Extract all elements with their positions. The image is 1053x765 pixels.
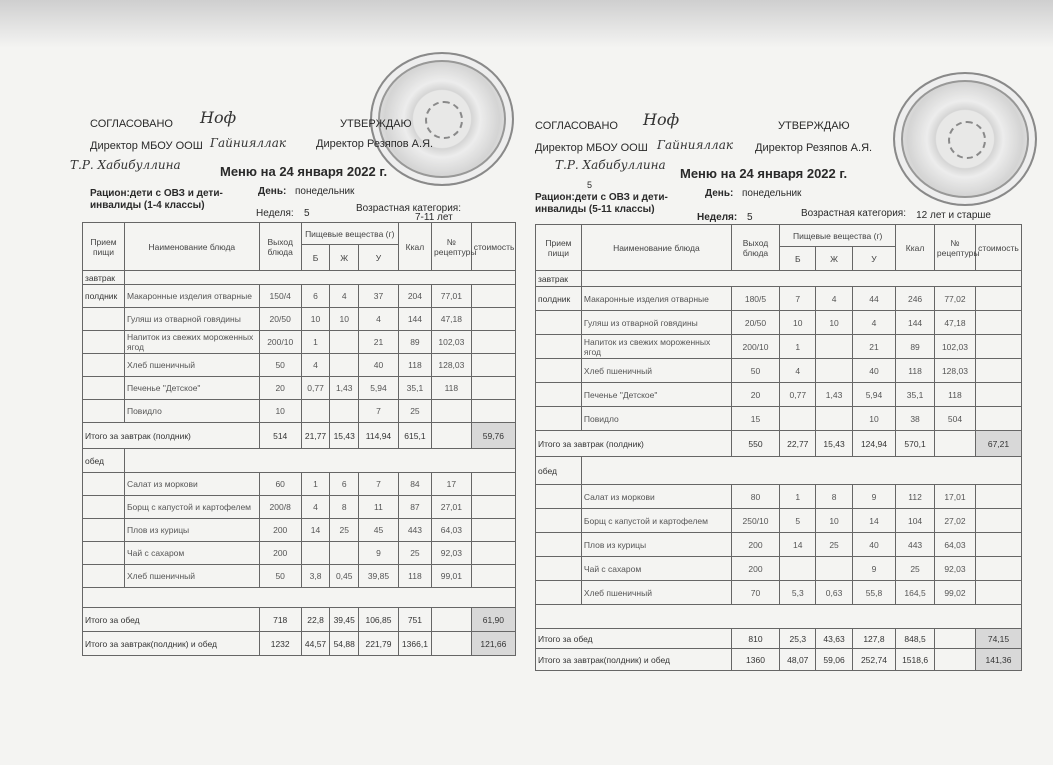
meal-cell [536,581,582,605]
dish-fat [816,335,852,359]
dish-name: Борщ с капустой и картофелем [581,509,731,533]
dish-name: Макаронные изделия отварные [124,285,259,308]
dish-kcal: 89 [398,331,431,354]
dish-cost [976,311,1022,335]
table-row [83,519,516,542]
dish-cost [471,565,515,588]
emblem-icon [425,101,463,139]
dish-protein: 3,8 [301,565,330,588]
dish-yield: 10 [259,400,301,423]
meal-cell [83,308,125,331]
director-school-signature: Гайнияллак [657,138,734,152]
dish-protein: 1 [301,331,330,354]
meal-cell [83,400,125,423]
col-dish: Наименование блюда [124,223,259,271]
table-row [83,331,516,354]
col-recipe: № рецептуры [431,223,471,271]
agreed-signature: Ноф [200,108,237,127]
dish-carbs: 45 [359,519,399,542]
dish-cost [976,335,1022,359]
dish-protein: 10 [301,308,330,331]
lunch-items [83,473,516,588]
dish-protein [301,400,330,423]
dish-name: Плов из курицы [124,519,259,542]
dish-kcal: 204 [398,285,431,308]
dish-fat: 1,43 [816,383,852,407]
dish-recipe: 77,01 [431,285,471,308]
dish-name: Повидло [581,407,731,431]
grand-total-row: Итого за завтрак(полдник) и обед 1232 44,57 54,88 221,79 1366,1 121,66 [83,632,516,656]
dish-recipe: 27,02 [934,509,975,533]
dish-recipe: 92,03 [431,542,471,565]
table-row [83,285,516,308]
day-label: День: [258,186,287,197]
dish-recipe: 47,18 [431,308,471,331]
agreed-label: СОГЛАСОВАНО [535,120,618,132]
menu-page-grades-5-11 [525,0,1025,765]
dish-kcal: 104 [896,509,935,533]
dish-kcal: 118 [398,565,431,588]
dish-carbs: 5,94 [852,383,896,407]
dish-recipe: 102,03 [431,331,471,354]
director-school-signature: Гайнияллак [210,136,287,150]
table-row [83,400,516,423]
menu-title: Меню на 24 января 2022 г. [680,166,848,181]
dish-fat: 8 [816,485,852,509]
dish-carbs: 44 [852,287,896,311]
dish-recipe: 99,01 [431,565,471,588]
dish-fat: 4 [816,287,852,311]
dish-protein: 1 [301,473,330,496]
col-u: У [359,245,399,271]
lunch-total-row: Итого за обед 810 25,3 43,63 127,8 848,5 74,15 [536,629,1022,649]
meal-cell [83,519,125,542]
dish-protein: 0,77 [301,377,330,400]
week-label: Неделя: [256,208,294,219]
dish-kcal: 35,1 [398,377,431,400]
col-cost: стоимость [976,225,1022,271]
menu-title: Меню на 24 января 2022 г. [220,164,388,179]
menu-table [535,224,1022,671]
dish-carbs: 10 [852,407,896,431]
dish-carbs: 40 [359,354,399,377]
dish-yield: 180/5 [731,287,779,311]
dish-cost [471,308,515,331]
table-row [83,377,516,400]
table-row [536,383,1022,407]
dish-protein: 7 [780,287,816,311]
col-meal: Прием пищи [83,223,125,271]
dish-recipe: 92,03 [934,557,975,581]
dish-protein: 14 [780,533,816,557]
dish-carbs: 9 [852,485,896,509]
dish-kcal: 112 [896,485,935,509]
dish-recipe: 17,01 [934,485,975,509]
dish-cost [976,359,1022,383]
page-mark: 5 [587,180,593,190]
table-row [536,485,1022,509]
dish-cost [976,509,1022,533]
col-nutrients: Пищевые вещества (г) [301,223,398,245]
dish-cost [976,533,1022,557]
dish-yield: 200/10 [259,331,301,354]
dish-protein: 14 [301,519,330,542]
dish-name: Хлеб пшеничный [124,354,259,377]
col-zh: Ж [816,247,852,271]
dish-cost [471,285,515,308]
dish-cost [471,377,515,400]
col-recipe: № рецептуры [934,225,975,271]
dish-name: Хлеб пшеничный [581,581,731,605]
meal-cell [83,473,125,496]
col-b: Б [301,245,330,271]
breakfast-total-row: Итого за завтрак (полдник) 514 21,77 15,43 114,94 615,1 59,76 [83,423,516,449]
dish-kcal: 144 [398,308,431,331]
dish-carbs: 9 [852,557,896,581]
table-row [536,509,1022,533]
dish-recipe: 118 [431,377,471,400]
dish-name: Салат из моркови [581,485,731,509]
dish-yield: 80 [731,485,779,509]
dish-kcal: 25 [398,400,431,423]
dish-kcal: 25 [398,542,431,565]
round-seal-stamp [893,72,1037,206]
dish-cost [471,496,515,519]
meal-cell [83,354,125,377]
meal-cell: полдник [536,287,582,311]
day-value: понедельник [742,188,802,199]
dish-cost [976,557,1022,581]
dish-yield: 50 [731,359,779,383]
dish-cost [976,407,1022,431]
dish-name: Напиток из свежих мороженных ягод [581,335,731,359]
lunch-label: обед [536,457,582,485]
dish-recipe: 64,03 [934,533,975,557]
dish-kcal: 87 [398,496,431,519]
breakfast-label: завтрак [536,271,582,287]
table-row [536,533,1022,557]
dish-fat: 0,63 [816,581,852,605]
dish-recipe: 504 [934,407,975,431]
dish-carbs: 7 [359,473,399,496]
dish-fat [330,331,359,354]
meal-cell [536,533,582,557]
col-b: Б [780,247,816,271]
col-zh: Ж [330,245,359,271]
dish-protein: 1 [780,335,816,359]
table-row [83,473,516,496]
dish-name: Печенье "Детское" [581,383,731,407]
meal-cell [536,335,582,359]
dish-yield: 50 [259,354,301,377]
dish-carbs: 7 [359,400,399,423]
dish-carbs: 5,94 [359,377,399,400]
dish-fat: 25 [330,519,359,542]
dish-fat: 4 [330,285,359,308]
dish-fat: 25 [816,533,852,557]
dish-recipe: 102,03 [934,335,975,359]
breakfast-total-row: Итого за завтрак (полдник) 550 22,77 15,43 124,94 570,1 67,21 [536,431,1022,457]
dish-yield: 20 [731,383,779,407]
dish-carbs: 21 [852,335,896,359]
dish-recipe [431,400,471,423]
menu-table [82,222,516,656]
dish-name: Плов из курицы [581,533,731,557]
dish-fat [816,359,852,383]
dish-kcal: 38 [896,407,935,431]
dish-yield: 200 [731,557,779,581]
dish-yield: 50 [259,565,301,588]
table-row [83,565,516,588]
meal-cell [83,331,125,354]
dish-recipe: 77,02 [934,287,975,311]
breakfast-items [536,287,1022,431]
dish-fat [330,354,359,377]
dish-fat [816,557,852,581]
col-yield: Выход блюда [259,223,301,271]
signature-name: Т.Р. Хабибуллина [555,158,666,172]
dish-kcal: 89 [896,335,935,359]
table-row [536,557,1022,581]
meal-cell [83,496,125,519]
dish-carbs: 4 [359,308,399,331]
col-kcal: Ккал [398,223,431,271]
age-value: 7-11 лет [415,212,453,223]
dish-fat: 10 [816,311,852,335]
dish-yield: 20/50 [731,311,779,335]
meal-cell [536,557,582,581]
dish-recipe: 128,03 [934,359,975,383]
dish-fat: 1,43 [330,377,359,400]
lunch-items [536,485,1022,605]
table-row [536,287,1022,311]
meal-cell [83,565,125,588]
dish-yield: 70 [731,581,779,605]
meal-cell [536,485,582,509]
dish-carbs: 39,85 [359,565,399,588]
col-kcal: Ккал [896,225,935,271]
dish-protein [780,557,816,581]
dish-kcal: 443 [398,519,431,542]
dish-recipe: 27,01 [431,496,471,519]
agreed-label: СОГЛАСОВАНО [90,118,173,130]
dish-carbs: 11 [359,496,399,519]
meal-cell [536,509,582,533]
dish-protein: 6 [301,285,330,308]
dish-protein [301,542,330,565]
table-row [536,407,1022,431]
dish-recipe: 128,03 [431,354,471,377]
dish-carbs: 40 [852,359,896,383]
dish-cost [471,354,515,377]
dish-name: Макаронные изделия отварные [581,287,731,311]
dish-kcal: 84 [398,473,431,496]
dish-protein: 5 [780,509,816,533]
meal-cell: полдник [83,285,125,308]
dish-cost [471,400,515,423]
day-label: День: [705,188,734,199]
dish-carbs: 40 [852,533,896,557]
week-value: 5 [304,208,310,219]
dish-fat: 10 [816,509,852,533]
dish-protein [780,407,816,431]
dish-name: Салат из моркови [124,473,259,496]
meal-cell [536,383,582,407]
dish-name: Борщ с капустой и картофелем [124,496,259,519]
dish-kcal: 118 [896,359,935,383]
menu-page-grades-1-4 [20,0,520,765]
dish-name: Чай с сахаром [124,542,259,565]
dish-name: Напиток из свежих мороженных ягод [124,331,259,354]
breakfast-label: завтрак [83,271,125,285]
lunch-total-row: Итого за обед 718 22,8 39,45 106,85 751 61,90 [83,608,516,632]
dish-fat [330,542,359,565]
dish-kcal: 246 [896,287,935,311]
dish-kcal: 118 [398,354,431,377]
dish-name: Хлеб пшеничный [124,565,259,588]
dish-protein: 0,77 [780,383,816,407]
dish-carbs: 55,8 [852,581,896,605]
dish-kcal: 144 [896,311,935,335]
col-dish: Наименование блюда [581,225,731,271]
table-row [536,581,1022,605]
col-nutrients: Пищевые вещества (г) [780,225,896,247]
dish-fat: 8 [330,496,359,519]
approve-label: УТВЕРЖДАЮ [778,120,850,132]
dish-yield: 15 [731,407,779,431]
table-row [536,359,1022,383]
dish-yield: 200/10 [731,335,779,359]
dish-cost [976,485,1022,509]
col-meal: Прием пищи [536,225,582,271]
director-right: Директор Резяпов А.Я. [316,138,434,150]
dish-recipe: 99,02 [934,581,975,605]
dish-name: Печенье "Детское" [124,377,259,400]
director-right: Директор Резяпов А.Я. [755,142,873,154]
col-cost: стоимость [471,223,515,271]
meal-cell [536,407,582,431]
dish-name: Гуляш из отварной говядины [581,311,731,335]
week-label: Неделя: [697,212,738,223]
dish-fat: 10 [330,308,359,331]
director-school: Директор МБОУ ООШ [90,140,203,152]
diet-label: Рацион:дети с ОВЗ и дети-инвалиды (1-4 классы) [90,188,223,211]
dish-carbs: 21 [359,331,399,354]
diet-label: Рацион:дети с ОВЗ и дети-инвалиды (5-11 классы) [535,192,668,215]
dish-cost [976,383,1022,407]
dish-cost [471,473,515,496]
dish-fat [330,400,359,423]
dish-yield: 200 [259,542,301,565]
dish-name: Хлеб пшеничный [581,359,731,383]
dish-carbs: 37 [359,285,399,308]
dish-recipe: 64,03 [431,519,471,542]
dish-protein: 4 [301,496,330,519]
age-label: Возрастная категория: [356,203,461,214]
grand-total-row: Итого за завтрак(полдник) и обед 1360 48,07 59,06 252,74 1518,6 141,36 [536,649,1022,671]
dish-fat: 0,45 [330,565,359,588]
dish-fat: 6 [330,473,359,496]
dish-protein: 1 [780,485,816,509]
dish-name: Гуляш из отварной говядины [124,308,259,331]
dish-yield: 20 [259,377,301,400]
age-value: 12 лет и старше [916,210,991,221]
dish-yield: 150/4 [259,285,301,308]
dish-yield: 200 [259,519,301,542]
table-row [536,311,1022,335]
dish-protein: 10 [780,311,816,335]
col-yield: Выход блюда [731,225,779,271]
dish-fat [816,407,852,431]
dish-yield: 250/10 [731,509,779,533]
dish-carbs: 14 [852,509,896,533]
meal-cell [83,377,125,400]
approve-label: УТВЕРЖДАЮ [340,118,412,130]
dish-yield: 20/50 [259,308,301,331]
dish-name: Чай с сахаром [581,557,731,581]
dish-recipe: 118 [934,383,975,407]
breakfast-items [83,285,516,423]
dish-cost [976,287,1022,311]
table-row [536,335,1022,359]
table-row [83,496,516,519]
dish-kcal: 164,5 [896,581,935,605]
dish-yield: 60 [259,473,301,496]
dish-cost [471,519,515,542]
dish-kcal: 35,1 [896,383,935,407]
dish-cost [471,542,515,565]
dish-name: Повидло [124,400,259,423]
dish-cost [976,581,1022,605]
dish-protein: 5,3 [780,581,816,605]
dish-protein: 4 [780,359,816,383]
age-label: Возрастная категория: [801,208,906,219]
day-value: понедельник [295,186,355,197]
emblem-icon [948,121,986,159]
col-u: У [852,247,896,271]
meal-cell [536,359,582,383]
dish-yield: 200/8 [259,496,301,519]
meal-cell [83,542,125,565]
director-school: Директор МБОУ ООШ [535,142,648,154]
table-row [83,354,516,377]
table-row [83,308,516,331]
dish-carbs: 4 [852,311,896,335]
dish-recipe: 17 [431,473,471,496]
signature-name: Т.Р. Хабибуллина [70,158,181,172]
dish-yield: 200 [731,533,779,557]
dish-protein: 4 [301,354,330,377]
dish-carbs: 9 [359,542,399,565]
agreed-signature: Ноф [643,110,680,129]
meal-cell [536,311,582,335]
week-value: 5 [747,212,753,223]
dish-recipe: 47,18 [934,311,975,335]
dish-kcal: 443 [896,533,935,557]
dish-kcal: 25 [896,557,935,581]
dish-cost [471,331,515,354]
lunch-label: обед [83,449,125,473]
table-row [83,542,516,565]
